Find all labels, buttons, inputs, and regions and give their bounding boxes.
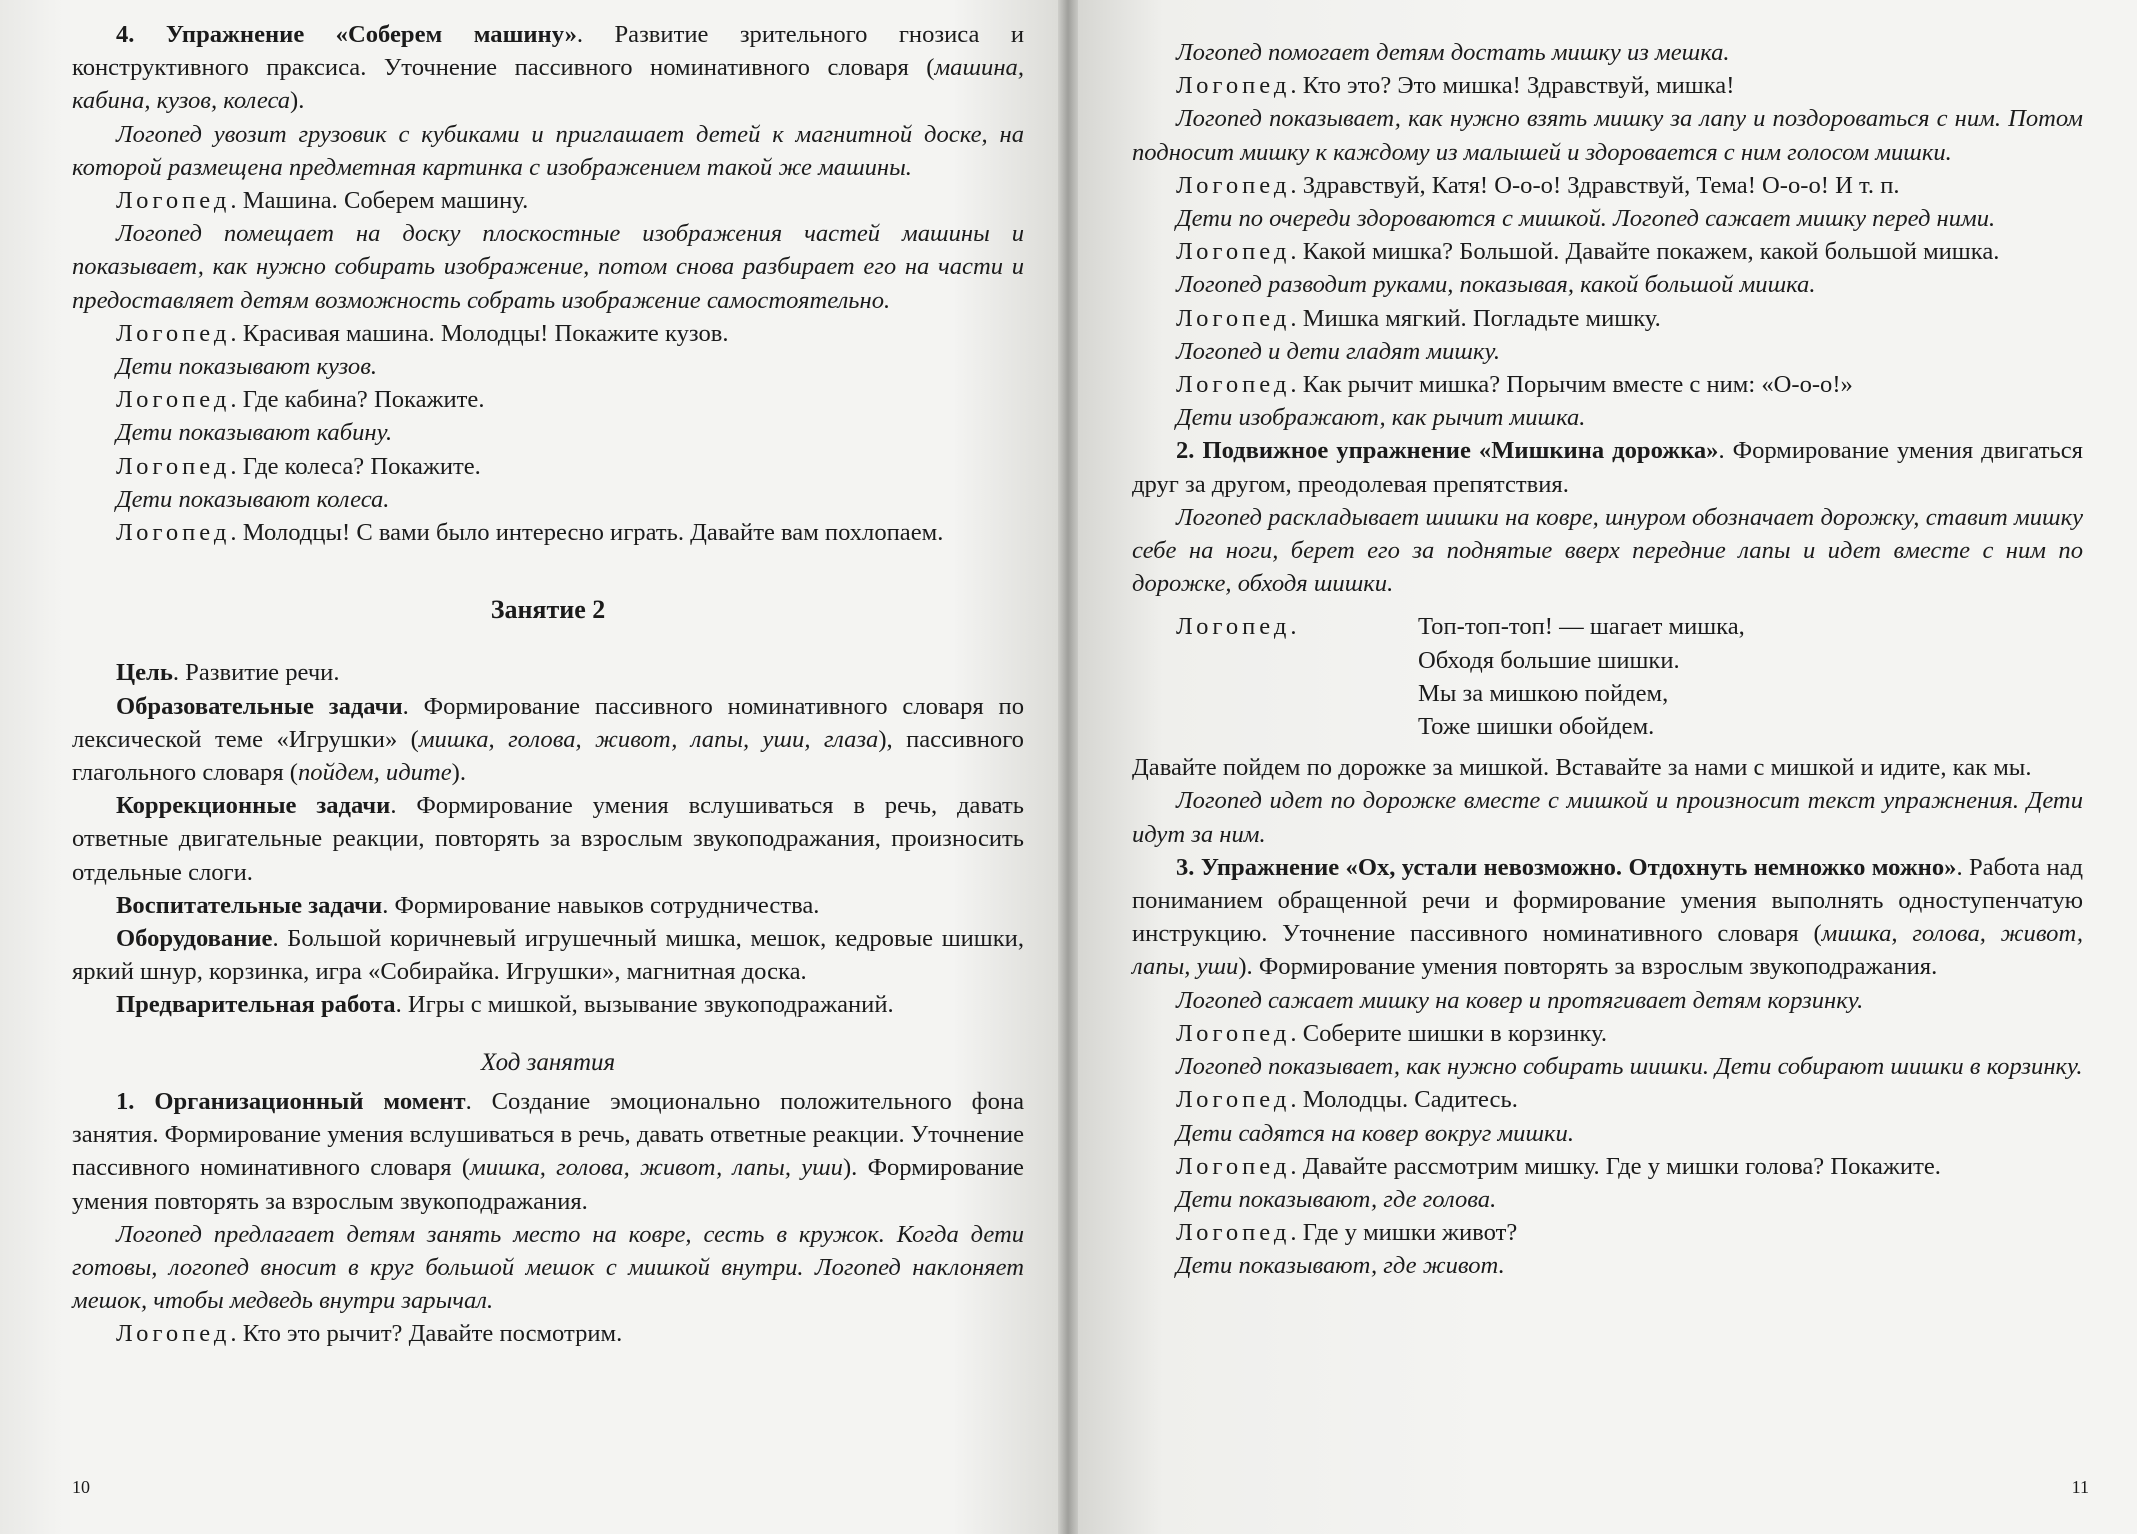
stage-direction: Дети показывают, где голова. bbox=[1176, 1185, 1497, 1213]
poem-speaker: Логопед. bbox=[1176, 613, 1301, 641]
dialogue-continuation: Давайте пойдем по дорожке за мишкой. Вставайте за нами с мишкой и идите, как мы. bbox=[1132, 754, 2032, 782]
poem-block bbox=[1176, 610, 2083, 743]
lesson-title: Занятие 2 bbox=[490, 595, 606, 625]
poem-lines bbox=[1418, 610, 2083, 743]
exercise-3-paragraph: 3. Упражнение «Ох, устали невозможно. Отдохнуть немножко можно». Работа над пониманием обращенной речи и формирование умения выполнять одноступенчатую инструкцию. Уточнение пассивного номинативного словаря (мишка, голова, живот, лапы, уши). Формирование умения повторять за взрослым звукоподражания. bbox=[1132, 853, 2083, 981]
stage-direction: Логопед предлагает детям занять место на ковре, сесть в кружок. Когда дети готовы, логопед вносит в круг большой мешок с мишкой внутри. Логопед наклоняет мешок, чтобы медведь внутри зарычал. bbox=[72, 1220, 1024, 1315]
dialogue-line: Логопед. Давайте рассмотрим мишку. Где у мишки голова? Покажите. bbox=[1176, 1152, 1941, 1180]
course-title: Ход занятия bbox=[480, 1048, 616, 1076]
dialogue-line: Логопед. Где у мишки живот? bbox=[1176, 1219, 1518, 1247]
educational-tasks: Образовательные задачи. Формирование пассивного номинативного словаря по лексической теме «Игрушки» (мишка, голова, живот, лапы, уши, глаза), пассивного глагольного словаря (пойдем, идите). bbox=[72, 692, 1024, 787]
dialogue-line: Логопед. Молодцы. Садитесь. bbox=[1176, 1086, 1518, 1114]
stage-direction: Логопед сажает мишку на ковер и протягивает детям корзинку. bbox=[1176, 986, 1864, 1014]
dialogue-line: Логопед. Где колеса? Покажите. bbox=[116, 452, 481, 480]
exercise-4-paragraph: 4. Упражнение «Соберем машину». Развитие зрительного гнозиса и конструктивного праксиса. Уточнение пассивного номинативного словаря (машина, кабина, кузов, колеса). bbox=[72, 21, 1024, 115]
dialogue-line: Логопед. Где кабина? Покажите. bbox=[116, 386, 485, 414]
stage-direction: Дети садятся на ковер вокруг мишки. bbox=[1176, 1119, 1574, 1147]
dialogue-line: Логопед. Кто это рычит? Давайте посмотрим. bbox=[116, 1320, 623, 1348]
dialogue-line: Логопед. Здравствуй, Катя! О-о-о! Здравствуй, Тема! О-о-о! И т. п. bbox=[1176, 171, 1900, 199]
preliminary-work: Предварительная работа. Игры с мишкой, вызывание звукоподражаний. bbox=[116, 991, 894, 1019]
right-page bbox=[1078, 0, 2137, 1534]
stage-direction: Логопед идет по дорожке вместе с мишкой и произносит текст упражнения. Дети идут за ним. bbox=[1132, 787, 2083, 848]
goal-paragraph: Цель. Развитие речи. bbox=[116, 659, 340, 687]
dialogue-line: Логопед. Кто это? Это мишка! Здравствуй, мишка! bbox=[1176, 72, 1735, 100]
dialogue-line: Логопед. Мишка мягкий. Погладьте мишку. bbox=[1176, 304, 1661, 332]
poem-line: Тоже шишки обойдем. bbox=[1418, 713, 1655, 741]
stage-direction: Дети показывают кабину. bbox=[116, 419, 393, 447]
poem-line: Обходя большие шишки. bbox=[1418, 646, 1680, 674]
dialogue-line: Логопед. Какой мишка? Большой. Давайте покажем, какой большой мишка. bbox=[1176, 238, 2000, 266]
stage-direction: Логопед показывает, как нужно взять мишку за лапу и поздороваться с ним. Потом подносит мишку к каждому из малышей и здоровается с ним голосом мишки. bbox=[1132, 105, 2083, 166]
upbringing-tasks: Воспитательные задачи. Формирование навыков сотрудничества. bbox=[116, 891, 820, 919]
stage-direction: Дети показывают, где живот. bbox=[1176, 1252, 1505, 1280]
book-gutter bbox=[1058, 0, 1078, 1534]
dialogue-line: Логопед. Соберите шишки в корзинку. bbox=[1176, 1019, 1608, 1047]
dialogue-line: Логопед. Красивая машина. Молодцы! Покажите кузов. bbox=[116, 319, 729, 347]
poem-line: Топ-топ-топ! — шагает мишка, bbox=[1418, 613, 1745, 641]
stage-direction: Дети по очереди здороваются с мишкой. Логопед сажает мишку перед ними. bbox=[1176, 205, 1996, 233]
page-number-right: 11 bbox=[2071, 1476, 2089, 1497]
stage-direction: Логопед разводит руками, показывая, какой большой мишка. bbox=[1176, 271, 1816, 299]
stage-direction: Логопед помогает детям достать мишку из мешка. bbox=[1176, 39, 1730, 66]
stage-direction: Логопед увозит грузовик с кубиками и приглашает детей к магнитной доске, на которой размещена предметная картинка с изображением такой же машины. bbox=[72, 120, 1024, 181]
left-page bbox=[0, 0, 1058, 1534]
stage-direction: Логопед раскладывает шишки на ковре, шнуром обозначает дорожку, ставит мишку себе на ноги, берет его за поднятые вверх передние лапы и идет вместе с ним по дорожке, обходя шишки. bbox=[1132, 503, 2083, 598]
stage-direction: Дети показывают колеса. bbox=[116, 485, 390, 513]
correction-tasks: Коррекционные задачи. Формирование умения вслушиваться в речь, давать ответные двигательные реакции, повторять за взрослым звукоподражания, произносить отдельные слоги. bbox=[72, 792, 1024, 886]
stage-direction: Логопед и дети гладят мишку. bbox=[1176, 337, 1500, 365]
equipment: Оборудование. Большой коричневый игрушечный мишка, мешок, кедровые шишки, яркий шнур, корзинка, игра «Собирайка. Игрушки», магнитная доска. bbox=[72, 925, 1024, 986]
stage-direction: Логопед помещает на доску плоскостные изображения частей машины и показывает, как нужно собирать изображение, потом снова разбирает его на части и предоставляет детям возможность собрать изображение самостоятельно. bbox=[72, 220, 1024, 314]
stage-direction: Дети изображают, как рычит мишка. bbox=[1176, 404, 1586, 432]
exercise-4-title: 4. Упражнение «Соберем машину» bbox=[116, 21, 577, 48]
stage-direction: Логопед показывает, как нужно собирать шишки. Дети собирают шишки в корзинку. bbox=[1176, 1053, 2083, 1081]
stage-direction: Дети показывают кузов. bbox=[116, 353, 378, 381]
poem-line: Мы за мишкою пойдем, bbox=[1418, 679, 1669, 707]
exercise-2-paragraph: 2. Подвижное упражнение «Мишкина дорожка». Формирование умения двигаться друг за другом, преодолевая препятствия. bbox=[1132, 437, 2083, 498]
dialogue-line: Логопед. Молодцы! С вами было интересно играть. Давайте вам похлопаем. bbox=[116, 519, 944, 547]
page-number-left: 10 bbox=[72, 1476, 90, 1497]
dialogue-line: Логопед. Машина. Соберем машину. bbox=[116, 187, 529, 215]
organizational-moment: 1. Организационный момент. Создание эмоционально положительного фона занятия. Формирование умения вслушиваться в речь, давать ответные реакции. Уточнение пассивного номинативного словаря (мишка, голова, живот, лапы, уши). Формирование умения повторять за взрослым звукоподражания. bbox=[72, 1087, 1024, 1215]
dialogue-line: Логопед. Как рычит мишка? Порычим вместе с ним: «О-о-о!» bbox=[1176, 371, 1853, 399]
